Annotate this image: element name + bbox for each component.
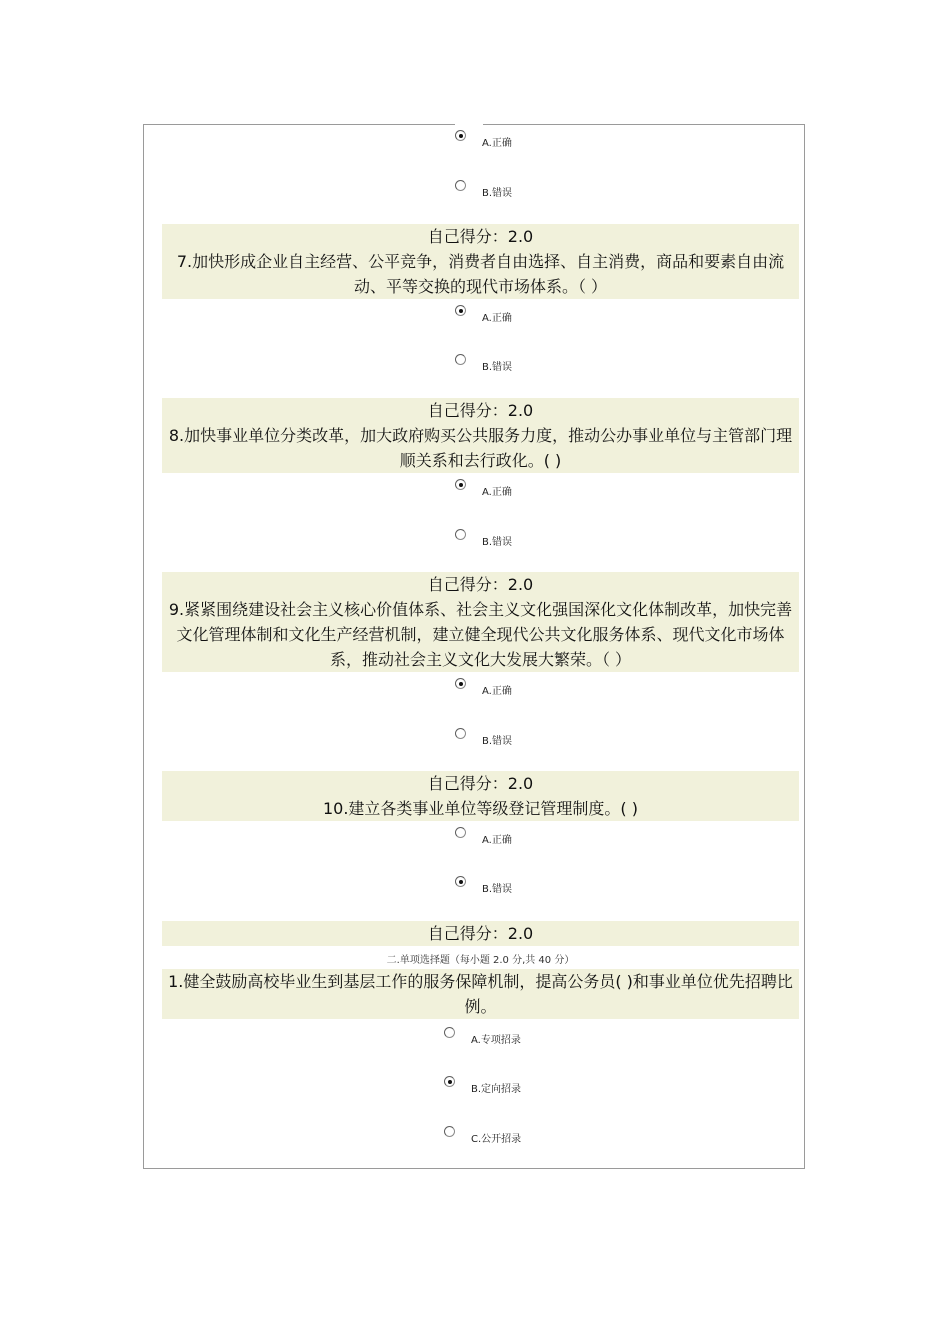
radio-button-icon[interactable] [455, 354, 466, 365]
option-label: A.正确 [482, 686, 512, 697]
question-text: 9.紧紧围绕建设社会主义核心价值体系、社会主义文化强国深化文化体制改革，加快完善文化管理体制和文化生产经营机制，建立健全现代公共文化服务体系、现代文化市场体系，推动社会主义文化大发展大繁荣。（ ） [168, 600, 793, 669]
single-choice-1-block [162, 969, 799, 1019]
option-label: A.正确 [482, 138, 512, 149]
score-text: 自己得分：2.0 [427, 774, 534, 793]
radio-button-icon[interactable] [455, 876, 466, 887]
score-text: 自己得分：2.0 [427, 401, 534, 420]
radio-button-icon[interactable] [444, 1126, 455, 1137]
option-label: B.错误 [482, 362, 513, 373]
option-label: B.定向招录 [471, 1084, 522, 1095]
radio-button-icon[interactable] [455, 305, 466, 316]
option-label: C.公开招录 [471, 1134, 522, 1145]
radio-button-icon[interactable] [444, 1027, 455, 1038]
option-label: B.错误 [482, 537, 513, 548]
question-10-block [162, 771, 799, 821]
radio-button-icon[interactable] [455, 479, 466, 490]
score-text: 自己得分：2.0 [427, 575, 534, 594]
frame-gap [455, 122, 483, 127]
question-8-block [162, 398, 799, 473]
radio-button-icon[interactable] [455, 529, 466, 540]
section-title: 二.单项选择题（每小题 2.0 分,共 40 分） [386, 955, 575, 966]
radio-button-icon[interactable] [444, 1076, 455, 1087]
question-text: 8.加快事业单位分类改革，加大政府购买公共服务力度，推动公办事业单位与主管部门理顺关系和去行政化。( ) [168, 426, 793, 470]
question-10-score-block [162, 921, 799, 946]
option-label: A.正确 [482, 487, 512, 498]
option-label: B.错误 [482, 736, 513, 747]
question-9-block [162, 572, 799, 672]
option-label: A.专项招录 [471, 1035, 521, 1046]
question-text: 7.加快形成企业自主经营、公平竞争，消费者自由选择、自主消费，商品和要素自由流动、平等交换的现代市场体系。（ ） [176, 252, 785, 296]
radio-button-icon[interactable] [455, 678, 466, 689]
option-label: A.正确 [482, 313, 512, 324]
score-text: 自己得分：2.0 [427, 924, 534, 943]
score-text: 自己得分：2.0 [427, 227, 534, 246]
radio-button-icon[interactable] [455, 180, 466, 191]
option-label: B.错误 [482, 188, 513, 199]
question-7-block [162, 224, 799, 299]
option-label: B.错误 [482, 884, 513, 895]
question-text: 10.建立各类事业单位等级登记管理制度。( ) [322, 799, 639, 818]
question-text: 1.健全鼓励高校毕业生到基层工作的服务保障机制，提高公务员( )和事业单位优先招聘比例。 [168, 972, 793, 1016]
radio-button-icon[interactable] [455, 827, 466, 838]
radio-button-icon[interactable] [455, 728, 466, 739]
radio-button-icon[interactable] [455, 130, 466, 141]
option-label: A.正确 [482, 835, 512, 846]
